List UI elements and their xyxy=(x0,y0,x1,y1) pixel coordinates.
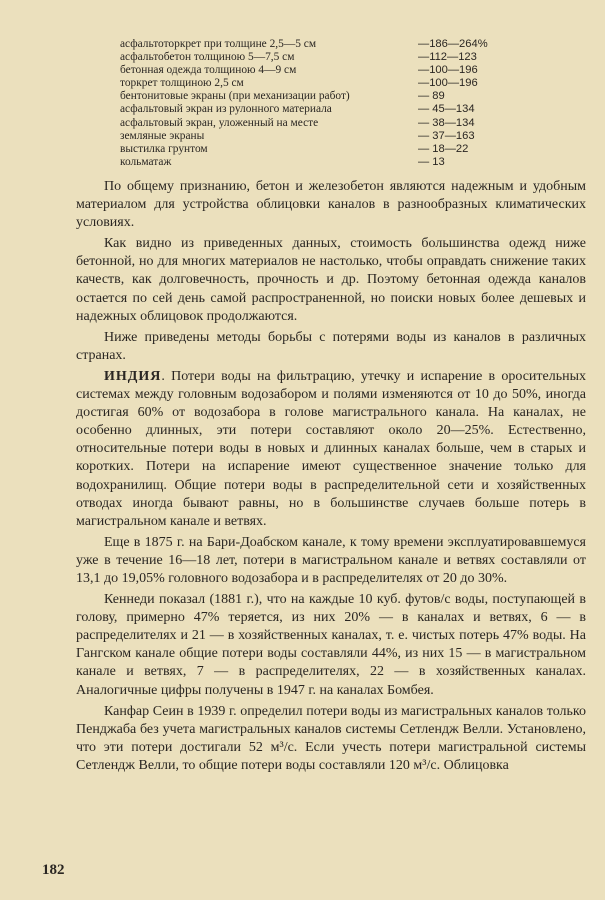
row-value: — 37—163 xyxy=(418,129,475,142)
paragraph: Кеннеди показал (1881 г.), что на каждые 10 куб. футов/с воды, поступающей в голову, примерно 47% теряется, из них 20% — в каналах и ветвях, 6 — в распределителях и 21 — в хозяйственных каналах, т. е. чистых потерь 47% воды. На Гангском канале общие потери воды составляли 44%, из них 15 — в магистральном канале и ветвях, 7 — в распределителях, 22 — в хозяйственных каналах. Аналогичные цифры получены в 1947 г. на каналах Бомбея. xyxy=(76,592,586,698)
table-row xyxy=(120,51,530,64)
table-row xyxy=(120,130,530,143)
cost-table xyxy=(120,38,530,169)
row-label: асфальтовый экран из рулонного материала xyxy=(120,103,332,116)
row-label: асфальтовый экран, уложенный на месте xyxy=(120,116,319,129)
row-value: — 45—134 xyxy=(418,103,475,116)
table-row xyxy=(120,103,530,116)
table-row xyxy=(120,117,530,130)
paragraph: По общему признанию, бетон и железобетон являются надежным и удобным материалом для устройства облицовки каналов в разнообразных климатических условиях. xyxy=(76,179,586,231)
section-heading-india: ИНДИЯ xyxy=(104,368,162,384)
paragraph: Ниже приведены методы борьбы с потерями воды из каналов в различных странах. xyxy=(76,329,586,363)
row-value: —100—196 xyxy=(418,77,478,90)
row-value: — 38—134 xyxy=(418,116,475,129)
table-row xyxy=(120,64,530,77)
paragraph-text: . Потери воды на фильтрацию, утечку и испарение в оросительных системах между головным водозабором и полями изменяются от 10 до 50%, иногда достигая 60% от водозабора в голове магистрального канала. На каналах, не особенно длинных, эти потери составляют около 20—25%. Естественно, относительные потери воды в новых и длинных каналах больше, чем в старых и коротких. Потери на испарение имеют существенное значение только для водохранилищ. Общие потери воды в распределительной сети и хозяйственных отводах иногда бывают равны, но в большинстве случаев больше потерь в магистральном канале и ветвях. xyxy=(76,368,586,529)
row-label: бетонная одежда толщиною 4—9 см xyxy=(120,64,297,77)
row-value: — 89 xyxy=(418,90,445,103)
paragraph: Канфар Сеин в 1939 г. определил потери воды из магистральных каналов только Пенджаба без учета магистральных каналов системы Сетлендж Велли. Установлено, что эти потери достигали 52 м³/с. Если учесть потери магистральной системы Сетлендж Велли, то общие потери воды составляли 120 м³/с. Облицовка xyxy=(76,703,586,773)
row-label: асфальтобетон толщиною 5—7,5 см xyxy=(120,51,295,64)
page-number: 182 xyxy=(42,862,65,878)
row-label: выстилка грунтом xyxy=(120,142,208,155)
table-row xyxy=(120,156,530,169)
row-value: —112—123 xyxy=(418,51,477,64)
paragraph: Как видно из приведенных данных, стоимость большинства одежд ниже бетонной, но для многих материалов не настолько, чтобы оправдать снижение таких качеств, как долговечность, прочность и др. Поэтому бетонная одежда каналов остается по сей день самой распространенной, но поиски новых более дешевых и надежных облицовок продолжаются. xyxy=(76,236,586,324)
table-row xyxy=(120,143,530,156)
paragraph-india xyxy=(76,368,586,531)
body-text xyxy=(76,178,586,778)
row-label: кольматаж xyxy=(120,155,172,168)
table-row xyxy=(120,90,530,103)
row-label: бентонитовые экраны (при механизации работ) xyxy=(120,90,350,103)
row-value: — 13 xyxy=(418,155,445,168)
row-value: —186—264% xyxy=(418,38,488,50)
table-row xyxy=(120,38,530,51)
row-value: —100—196 xyxy=(418,64,478,77)
row-value: — 18—22 xyxy=(418,142,469,155)
row-label: земляные экраны xyxy=(120,129,205,142)
paragraph: Еще в 1875 г. на Бари-Доабском канале, к тому времени эксплуатировавшемуся уже в течение 16—18 лет, потери в магистральном канале и ветвях составляли от 13,1 до 19,05% головного водозабора и в распределителях от 20 до 30%. xyxy=(76,534,586,586)
row-label: торкрет толщиною 2,5 см xyxy=(120,77,244,90)
table-row xyxy=(120,77,530,90)
row-label: асфальтоторкрет при толщине 2,5—5 см xyxy=(120,38,317,50)
